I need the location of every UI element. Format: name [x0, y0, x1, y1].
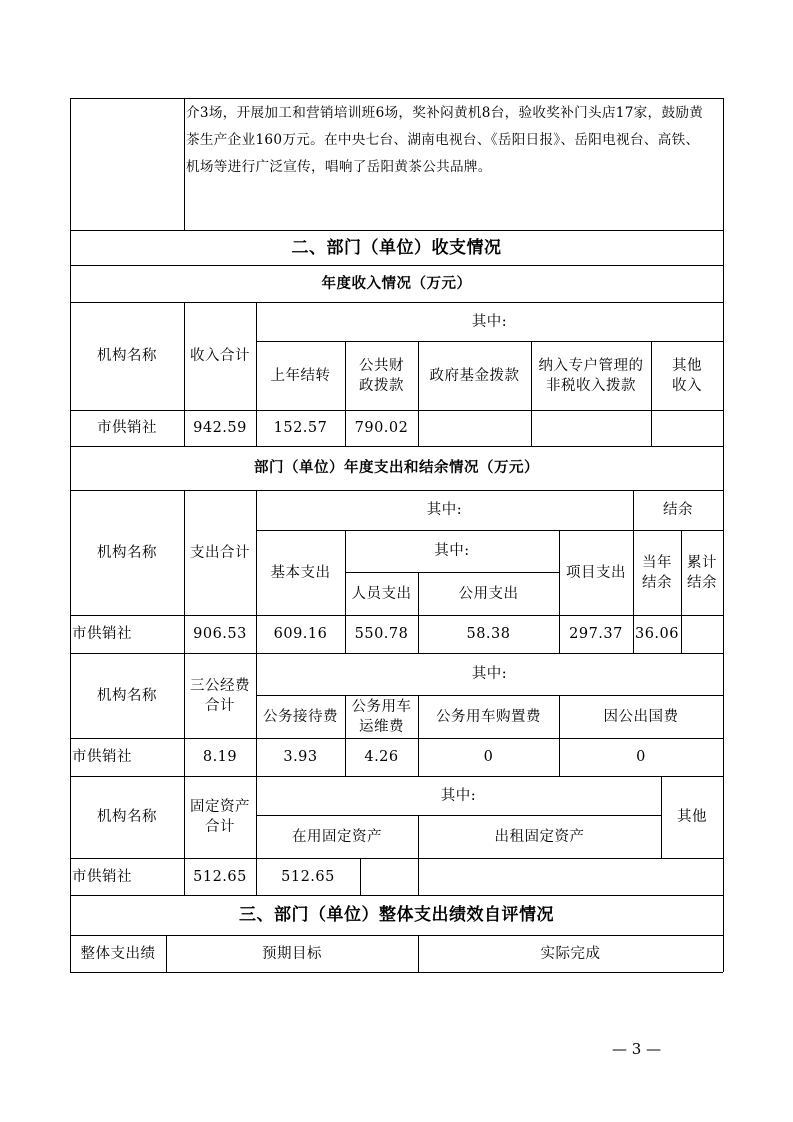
income-fund [418, 410, 531, 446]
expense-col-total: 支出合计 [190, 544, 250, 561]
expense-col-basic: 基本支出 [270, 564, 331, 581]
expense-col-of-which: 其中: [426, 502, 463, 518]
expense-col-balance: 结余 [663, 502, 693, 518]
intro-line: 介3场，开展加工和营销培训班6场，奖补闷黄机8台，验收奖补门头店17家，鼓励黄 [186, 105, 704, 121]
three-public-reception: 3.93 [283, 749, 318, 765]
income-title: 年度收入情况（万元） [321, 275, 472, 292]
income-col-fiscal: 公共财 政拨款 [359, 357, 404, 394]
expense-project: 297.37 [569, 626, 623, 642]
income-carryover: 152.57 [273, 420, 328, 436]
section3-col-actual: 实际完成 [540, 945, 601, 962]
three-public-total: 8.19 [202, 749, 238, 765]
expense-col-personnel: 人员支出 [351, 585, 412, 602]
expense-year-balance: 36.06 [634, 626, 679, 642]
three-public-col-car-ops: 公务用车 运维费 [351, 698, 412, 735]
three-public-car-purchase: 0 [483, 749, 494, 765]
fixed-assets-col-org: 机构名称 [97, 809, 157, 825]
expense-col-year-balance: 当年 结余 [642, 554, 672, 591]
expense-col-public: 公用支出 [458, 585, 519, 602]
intro-line: 茶生产企业160万元。在中央七台、湖南电视台、《岳阳日报》、岳阳电视台、高铁、 [186, 132, 700, 148]
three-public-col-of-which: 其中: [471, 666, 508, 682]
income-col-carryover: 上年结转 [270, 367, 331, 384]
income-col-of-which: 其中: [471, 313, 508, 330]
section3-title: 三、部门（单位）整体支出绩效自评情况 [239, 905, 554, 925]
fixed-assets-in-use: 512.65 [281, 868, 335, 885]
fixed-assets-total: 512.65 [193, 868, 247, 885]
three-public-col-reception: 公务接待费 [263, 708, 338, 725]
fixed-assets-col-in-use: 在用固定资产 [292, 828, 382, 845]
income-nontax [531, 410, 651, 446]
expense-public: 58.38 [466, 626, 511, 642]
income-col-total: 收入合计 [190, 348, 250, 364]
intro-paragraph [186, 100, 722, 181]
three-public-col-abroad: 因公出国费 [603, 708, 679, 725]
income-org: 市供销社 [97, 420, 157, 436]
fixed-assets-col-other: 其他 [677, 809, 707, 825]
expense-total: 906.53 [193, 626, 247, 642]
three-public-col-total: 三公经费 合计 [190, 677, 250, 714]
fixed-assets-org: 市供销社 [72, 868, 132, 885]
fixed-assets-col-rented: 出租固定资产 [494, 828, 585, 845]
income-col-fund: 政府基金拨款 [429, 367, 520, 384]
income-col-other: 其他 收入 [672, 357, 702, 394]
expense-org: 市供销社 [72, 626, 132, 642]
income-other [651, 410, 723, 446]
expense-personnel: 550.78 [354, 626, 409, 642]
section3-col-overall: 整体支出绩 [80, 945, 156, 962]
three-public-car-ops: 4.26 [364, 749, 399, 765]
income-fiscal: 790.02 [354, 420, 409, 436]
three-public-org: 市供销社 [72, 749, 132, 765]
fixed-assets-col-of-which: 其中: [440, 787, 477, 804]
three-public-col-car-purchase: 公务用车购置费 [436, 708, 541, 725]
expense-col-org: 机构名称 [97, 544, 157, 561]
income-col-org: 机构名称 [97, 348, 157, 364]
expense-cum-balance [681, 615, 723, 653]
page-number: — 3 — [612, 1040, 662, 1058]
section2-title: 二、部门（单位）收支情况 [291, 237, 502, 258]
three-public-abroad: 0 [636, 749, 646, 765]
expense-col-project: 项目支出 [566, 564, 626, 581]
section3-col-expected: 预期目标 [262, 945, 322, 962]
expense-col-cum-balance: 累计 结余 [687, 554, 717, 591]
income-col-nontax: 纳入专户管理的 非税收入拨款 [538, 357, 644, 394]
fixed-assets-rented [360, 858, 723, 895]
expense-basic: 609.16 [273, 626, 328, 642]
fixed-assets-col-total: 固定资产 合计 [190, 799, 250, 835]
expense-title: 部门（单位）年度支出和结余情况（万元） [254, 460, 539, 476]
income-total: 942.59 [193, 420, 247, 436]
expense-col-of-which2: 其中: [434, 543, 470, 559]
three-public-col-org: 机构名称 [97, 687, 157, 704]
intro-line: 机场等进行广泛宣传，唱响了岳阳黄茶公共品牌。 [186, 159, 492, 175]
